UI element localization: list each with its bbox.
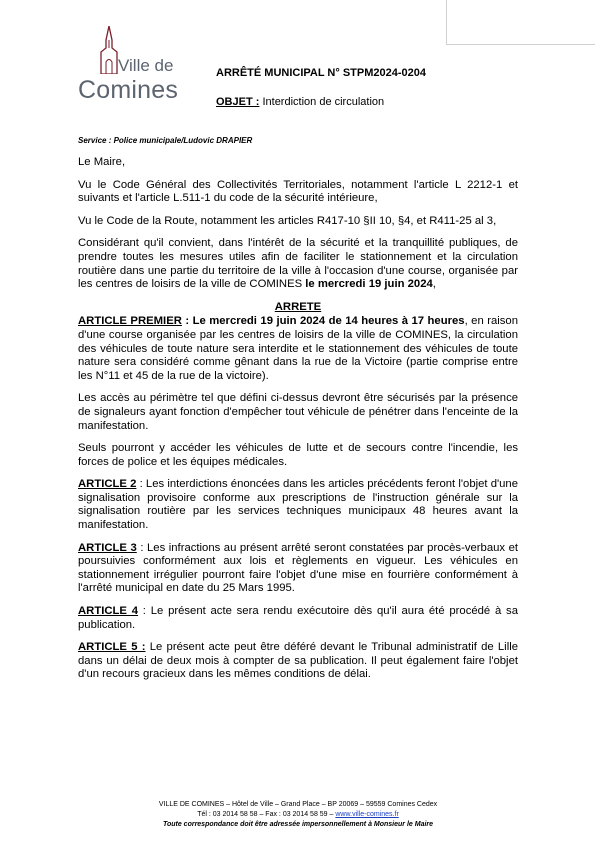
- article-1: [78, 315, 518, 383]
- article-2-label: ARTICLE 2: [78, 478, 137, 491]
- article-5: [78, 641, 518, 682]
- subject-text: Interdiction de circulation: [259, 96, 385, 108]
- considerant-end: ,: [432, 278, 436, 291]
- city-logo: [78, 26, 196, 108]
- article-5-text: Le présent acte peut être déféré devant le Tribunal administratif de Lille dans un délai de deux mois à compter de sa publication. Il peut également faire l'objet d'un recours gracieux dans les mêmes conditions de délai.: [78, 641, 518, 681]
- article-1-label: ARTICLE PREMIER: [78, 315, 182, 328]
- subject-label: OBJET :: [216, 96, 260, 108]
- arrete-heading: ARRETE: [274, 300, 322, 313]
- le-maire: Le Maire,: [78, 156, 126, 168]
- footer-notice: Toute correspondance doit être adressée impersonnellement à Monsieur le Maire: [162, 821, 434, 828]
- decree-subject: [216, 96, 384, 108]
- header-box: [446, 0, 595, 45]
- article-3-text: : Les infractions au présent arrêté seront constatées par procès-verbaux et poursuivies conformément aux lois et règlements en vigueur. Les véhicules en stationnement irrégulier pourront faire l'objet d'une mise en fourrière conformément à l'arrêté municipal en date du 25 Mars 1995.: [78, 541, 518, 595]
- article-4-text: : Le présent acte sera rendu exécutoire dès qu'il aura été procédé à sa publication.: [78, 605, 518, 631]
- seuls-paragraph: Seuls pourront y accéder les véhicules de lutte et de secours contre l'incendie, les forces de police et les équipes médicales.: [78, 442, 518, 468]
- considerant-text: Considérant qu'il convient, dans l'intérêt de la sécurité et la tranquillité publiques, de prendre toutes les mesures utiles afin de faciliter le stationnement et la circulation routière dans une partie du territoire de la ville à l'occasion d'une course, organisée par les centres de loisirs de la ville de COMINES: [78, 237, 518, 291]
- considerant-paragraph: [78, 237, 518, 291]
- decree-body: [78, 156, 518, 691]
- considerant-date: le mercredi 19 juin 2024: [305, 278, 433, 291]
- article-1-date: : Le mercredi 19 juin 2024 de 14 heures à 17 heures: [181, 315, 465, 328]
- article-3: [78, 542, 518, 596]
- article-3-label: ARTICLE 3: [78, 541, 137, 554]
- article-5-label: ARTICLE 5 :: [78, 641, 146, 654]
- article-1-text: , en raison d'une course organisée par les centres de loisirs de la ville de COMINES, la circulation des véhicules de toute nature sera interdite et le stationnement des véhicules de toute nature sera considéré comme gênant dans la rue de la Victoire (partie comprise entre les N°11 et 45 de la rue de la victoire).: [78, 315, 518, 382]
- acces-paragraph: Les accès au périmètre tel que défini ci-dessus devront être sécurisés par la présence de signaleurs ayant fonction d'empêcher tout véhicule de pénétrer dans l'enceinte de la manifestation.: [78, 392, 518, 432]
- article-2-text: : Les interdictions énoncées dans les articles précédents feront l'objet d'une signalisation provisoire conforme aux prescriptions de l'instruction générale sur la signalisation routière par les services techniques municipaux 48 heures avant la manifestation.: [78, 478, 518, 532]
- service-line: Service : Police municipale/Ludovic DRAPIER: [78, 136, 253, 145]
- article-2: [78, 478, 518, 532]
- decree-title: ARRÊTÉ MUNICIPAL N° STPM2024-0204: [216, 67, 426, 79]
- footer-phone-fax: Tél : 03 2014 58 58 – Fax : 03 2014 58 59 –: [197, 811, 336, 818]
- logo-text-ville-de: Ville de: [118, 56, 174, 75]
- footer-contact: [78, 810, 518, 820]
- vu-paragraph-2: Vu le Code de la Route, notamment les articles R417-10 §II 10, §4, et R411-25 al 3,: [78, 214, 497, 227]
- footer: [78, 800, 518, 830]
- footer-address: VILLE DE COMINES – Hôtel de Ville – Grand Place – BP 20069 – 59559 Comines Cedex: [158, 801, 438, 808]
- logo-text-comines: Comines: [78, 76, 179, 104]
- vu-paragraph-1: Vu le Code Général des Collectivités Territoriales, notamment l'article L 2212-1 et suivants et l'article L.511-1 du code de la sécurité intérieure,: [78, 178, 518, 205]
- article-4: [78, 605, 518, 632]
- article-4-label: ARTICLE 4: [78, 605, 139, 618]
- website-link[interactable]: www.ville-comines.fr: [335, 811, 399, 818]
